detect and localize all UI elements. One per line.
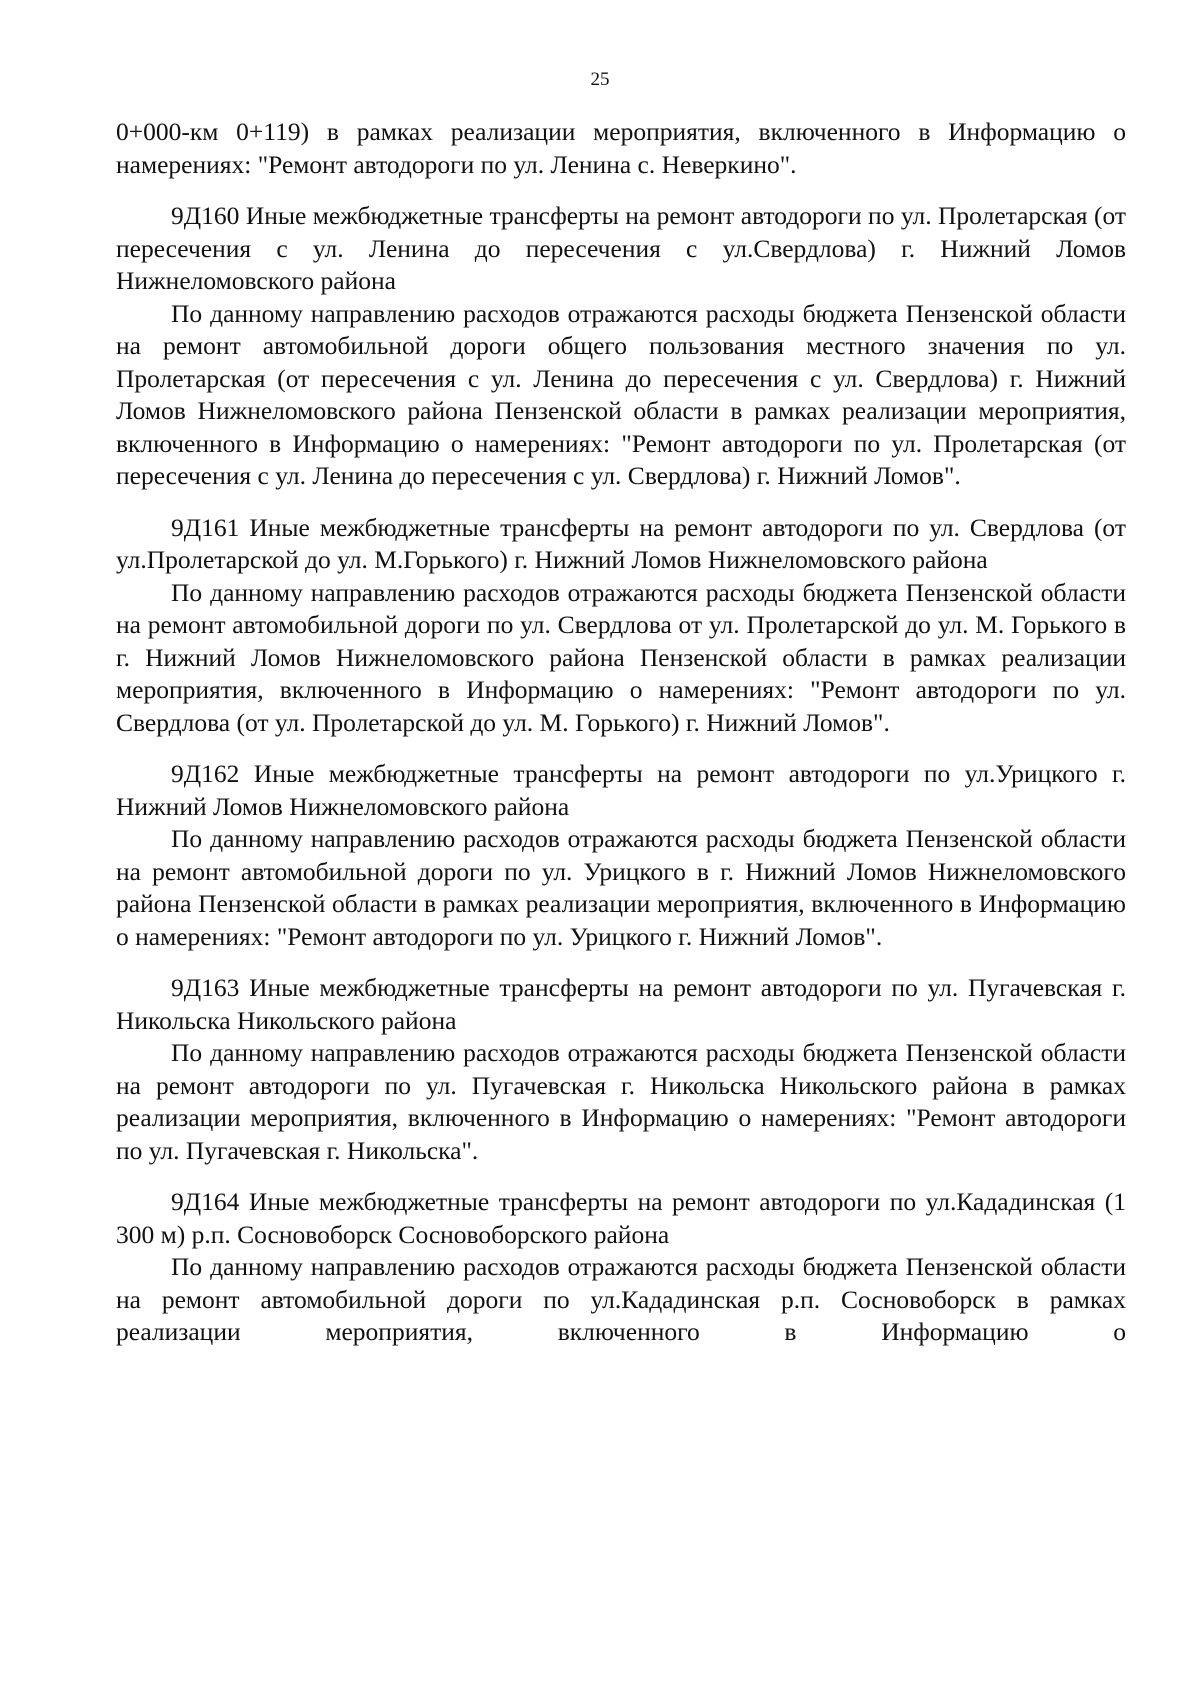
section-heading-9d162: 9Д162 Иные межбюджетные трансферты на ремонт автодороги по ул.Урицкого г. Нижний Ломов Нижнеломовского района (116, 759, 1126, 821)
section-body-9d164: По данному направлению расходов отражаются расходы бюджета Пензенской области на ремонт автомобильной дороги по ул.Кададинская р.п. Сосновоборск в рамках реализации мероприятия, включенного в Информацию о (116, 1252, 1126, 1346)
section-body-9d162: По данному направлению расходов отражаются расходы бюджета Пензенской области на ремонт автомобильной дороги по ул. Урицкого в г. Нижний Ломов Нижнеломовского района Пензенской области в рамках реализации мероприятия, включенного в Информацию о намерениях: "Ремонт автодороги по ул. Урицкого г. Нижний Ломов". (116, 824, 1126, 951)
section-heading-9d161: 9Д161 Иные межбюджетные трансферты на ремонт автодороги по ул. Свердлова (от ул.Пролетарской до ул. М.Горького) г. Нижний Ломов Нижнеломовского района (116, 512, 1126, 574)
section-heading-9d164: 9Д164 Иные межбюджетные трансферты на ремонт автодороги по ул.Кададинская (1 300 м) р.п. Сосновоборск Сосновоборского района (116, 1187, 1126, 1249)
section-heading-9d160: 9Д160 Иные межбюджетные трансферты на ремонт автодороги по ул. Пролетарская (от пересечения с ул. Ленина до пересечения с ул.Свердлова) г. Нижний Ломов Нижнеломовского района (116, 201, 1126, 295)
intro-paragraph: 0+000-км 0+119) в рамках реализации мероприятия, включенного в Информацию о намерениях: "Ремонт автодороги по ул. Ленина с. Неверкино". (116, 117, 1126, 179)
section-body-9d163: По данному направлению расходов отражаются расходы бюджета Пензенской области на ремонт автодороги по ул. Пугачевская г. Никольска Никольского района в рамках реализации мероприятия, включенного в Информацию о намерениях: "Ремонт автодороги по ул. Пугачевская г. Никольска". (116, 1038, 1126, 1165)
section-body-9d160: По данному направлению расходов отражаются расходы бюджета Пензенской области на ремонт автомобильной дороги общего пользования местного значения по ул. Пролетарская (от пересечения с ул. Ленина до пересечения с ул. Свердлова) г. Нижний Ломов Нижнеломовского района Пензенской области в рамках реализации мероприятия, включенного в Информацию о намерениях: "Ремонт автодороги по ул. Пролетарская (от пересечения с ул. Ленина до пересечения с ул. Свердлова) г. Нижний Ломов". (116, 298, 1126, 490)
section-heading-9d163: 9Д163 Иные межбюджетные трансферты на ремонт автодороги по ул. Пугачевская г. Никольска Никольского района (116, 973, 1126, 1035)
page-number: 25 (590, 69, 610, 90)
section-body-9d161: По данному направлению расходов отражаются расходы бюджета Пензенской области на ремонт автомобильной дороги по ул. Свердлова от ул. Пролетарской до ул. М. Горького в г. Нижний Ломов Нижнеломовского района Пензенской области в рамках реализации мероприятия, включенного в Информацию о намерениях: "Ремонт автодороги по ул. Свердлова (от ул. Пролетарской до ул. М. Горького) г. Нижний Ломов". (116, 577, 1126, 737)
document-body (116, 116, 1126, 1349)
